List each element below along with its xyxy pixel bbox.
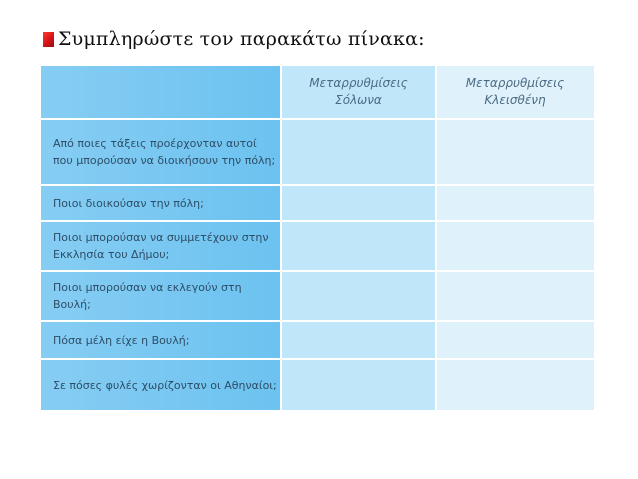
table-row — [41, 184, 594, 220]
header-solon-line1: Μεταρρυθμίσεις — [309, 76, 408, 90]
header-cleisthenes-line1: Μεταρρυθμίσεις — [465, 76, 565, 90]
header-solon — [281, 66, 436, 118]
row-question: Ποιοι μπορούσαν να συμμετέχουν στην Εκκλησία του Δήμου; — [53, 231, 269, 261]
table-row — [41, 358, 594, 410]
bullet-icon — [43, 32, 54, 47]
table-row — [41, 270, 594, 320]
page-title: Συμπληρώστε τον παρακάτω πίνακα: — [58, 28, 425, 50]
table-row — [41, 118, 594, 184]
row-question: Ποιοι διοικούσαν την πόλη; — [53, 196, 204, 210]
row-question: Πόσα μέλη είχε η Βουλή; — [53, 333, 190, 347]
table-row — [41, 220, 594, 270]
header-solon-line2: Σόλωνα — [335, 93, 382, 107]
row-question: Από ποιες τάξεις προέρχονταν αυτοί που μπορούσαν να διοικήσουν την πόλη; — [53, 137, 276, 167]
reforms-table — [41, 66, 594, 410]
row-question: Σε πόσες φυλές χωρίζονταν οι Αθηναίοι; — [53, 378, 277, 392]
header-cleisthenes — [436, 66, 594, 118]
row-question: Ποιοι μπορούσαν να εκλεγούν στη Βουλή; — [53, 281, 242, 311]
table-row — [41, 320, 594, 358]
page-heading — [43, 24, 425, 54]
header-cleisthenes-line2: Κλεισθένη — [484, 93, 546, 107]
